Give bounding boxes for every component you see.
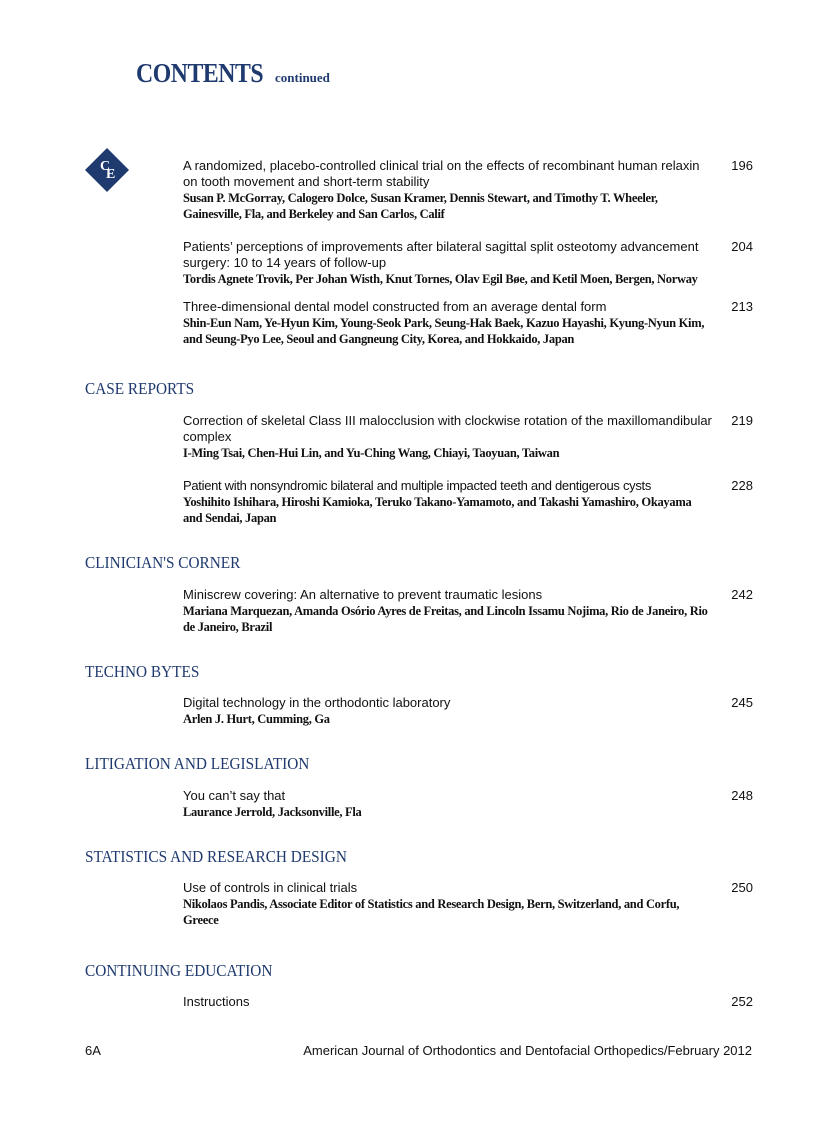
article-title[interactable]: A randomized, placebo-controlled clinical trial on the effects of recombinant human relaxin on tooth movement and short-term stability bbox=[183, 158, 700, 189]
toc-entry[interactable] bbox=[183, 158, 753, 222]
ce-badge-icon bbox=[85, 148, 129, 192]
footer-page-label: 6A bbox=[85, 1043, 101, 1058]
article-title[interactable]: Instructions bbox=[183, 994, 250, 1009]
page-number: 204 bbox=[731, 239, 753, 254]
svg-text:C: C bbox=[100, 159, 111, 174]
section-heading-continuing-education: CONTINUING EDUCATION bbox=[85, 961, 273, 980]
page-number: 248 bbox=[731, 788, 753, 803]
svg-text:E: E bbox=[106, 167, 116, 182]
toc-entry[interactable] bbox=[183, 695, 753, 727]
article-authors: Tordis Agnete Trovik, Per Johan Wisth, Knut Tornes, Olav Egil Bøe, and Ketil Moen, Bergen, Norway bbox=[183, 272, 698, 286]
article-authors: Yoshihito Ishihara, Hiroshi Kamioka, Teruko Takano-Yamamoto, and Takashi Yamashiro, Okayama and Sendai, Japan bbox=[183, 495, 692, 525]
footer-journal: American Journal of Orthodontics and Dentofacial Orthopedics/February 2012 bbox=[303, 1043, 752, 1058]
toc-entry[interactable] bbox=[183, 788, 753, 820]
toc-entry[interactable] bbox=[183, 478, 753, 526]
toc-entry[interactable] bbox=[183, 413, 753, 461]
section-heading-statistics: STATISTICS AND RESEARCH DESIGN bbox=[85, 847, 347, 866]
section-heading-techno-bytes: TECHNO BYTES bbox=[85, 662, 200, 681]
toc-entry[interactable] bbox=[183, 880, 753, 928]
article-title[interactable]: Correction of skeletal Class III malocclusion with clockwise rotation of the maxillomandibular complex bbox=[183, 413, 712, 444]
page-title: CONTENTS bbox=[136, 58, 264, 88]
article-title[interactable]: Patients’ perceptions of improvements after bilateral sagittal split osteotomy advancement surgery: 10 to 14 years of follow-up bbox=[183, 239, 699, 270]
article-authors: I-Ming Tsai, Chen-Hui Lin, and Yu-Ching Wang, Chiayi, Taoyuan, Taiwan bbox=[183, 446, 560, 460]
article-authors: Mariana Marquezan, Amanda Osório Ayres de Freitas, and Lincoln Issamu Nojima, Rio de Janeiro, Rio de Janeiro, Brazil bbox=[183, 604, 708, 634]
article-title[interactable]: Miniscrew covering: An alternative to prevent traumatic lesions bbox=[183, 587, 543, 602]
page-number: 196 bbox=[731, 158, 753, 173]
article-title[interactable]: Patient with nonsyndromic bilateral and multiple impacted teeth and dentigerous cysts bbox=[183, 478, 652, 493]
toc-entry[interactable] bbox=[183, 994, 753, 1010]
page-number: 242 bbox=[731, 587, 753, 602]
toc-entry[interactable] bbox=[183, 239, 753, 287]
section-heading-case-reports: CASE REPORTS bbox=[85, 379, 195, 398]
page-number: 228 bbox=[731, 478, 753, 493]
article-title[interactable]: You can’t say that bbox=[183, 788, 286, 803]
article-authors: Susan P. McGorray, Calogero Dolce, Susan Kramer, Dennis Stewart, and Timothy T. Wheeler, Gainesville, Fla, and Berkeley and San Carlos, Calif bbox=[183, 191, 658, 221]
article-title[interactable]: Digital technology in the orthodontic laboratory bbox=[183, 695, 451, 710]
section-heading-clinicians-corner: CLINICIAN'S CORNER bbox=[85, 553, 241, 572]
page-number: 245 bbox=[731, 695, 753, 710]
section-heading-litigation: LITIGATION AND LEGISLATION bbox=[85, 754, 310, 773]
article-title[interactable]: Use of controls in clinical trials bbox=[183, 880, 358, 895]
page-number: 252 bbox=[731, 994, 753, 1009]
page-number: 213 bbox=[731, 299, 753, 314]
page-number: 250 bbox=[731, 880, 753, 895]
article-authors: Laurance Jerrold, Jacksonville, Fla bbox=[183, 805, 362, 819]
toc-entry[interactable] bbox=[183, 587, 753, 635]
page-number: 219 bbox=[731, 413, 753, 428]
article-authors: Nikolaos Pandis, Associate Editor of Statistics and Research Design, Bern, Switzerland, and Corfu, Greece bbox=[183, 897, 680, 927]
toc-entry[interactable] bbox=[183, 299, 753, 347]
article-authors: Arlen J. Hurt, Cumming, Ga bbox=[183, 712, 330, 726]
article-title[interactable]: Three-dimensional dental model constructed from an average dental form bbox=[183, 299, 607, 314]
page-subtitle: continued bbox=[275, 70, 330, 85]
article-authors: Shin-Eun Nam, Ye-Hyun Kim, Young-Seok Park, Seung-Hak Baek, Kazuo Hayashi, Kyung-Nyun Kim, and Seung-Pyo Lee, Seoul and Gangneung City, Korea, and Hokkaido, Japan bbox=[183, 316, 705, 346]
